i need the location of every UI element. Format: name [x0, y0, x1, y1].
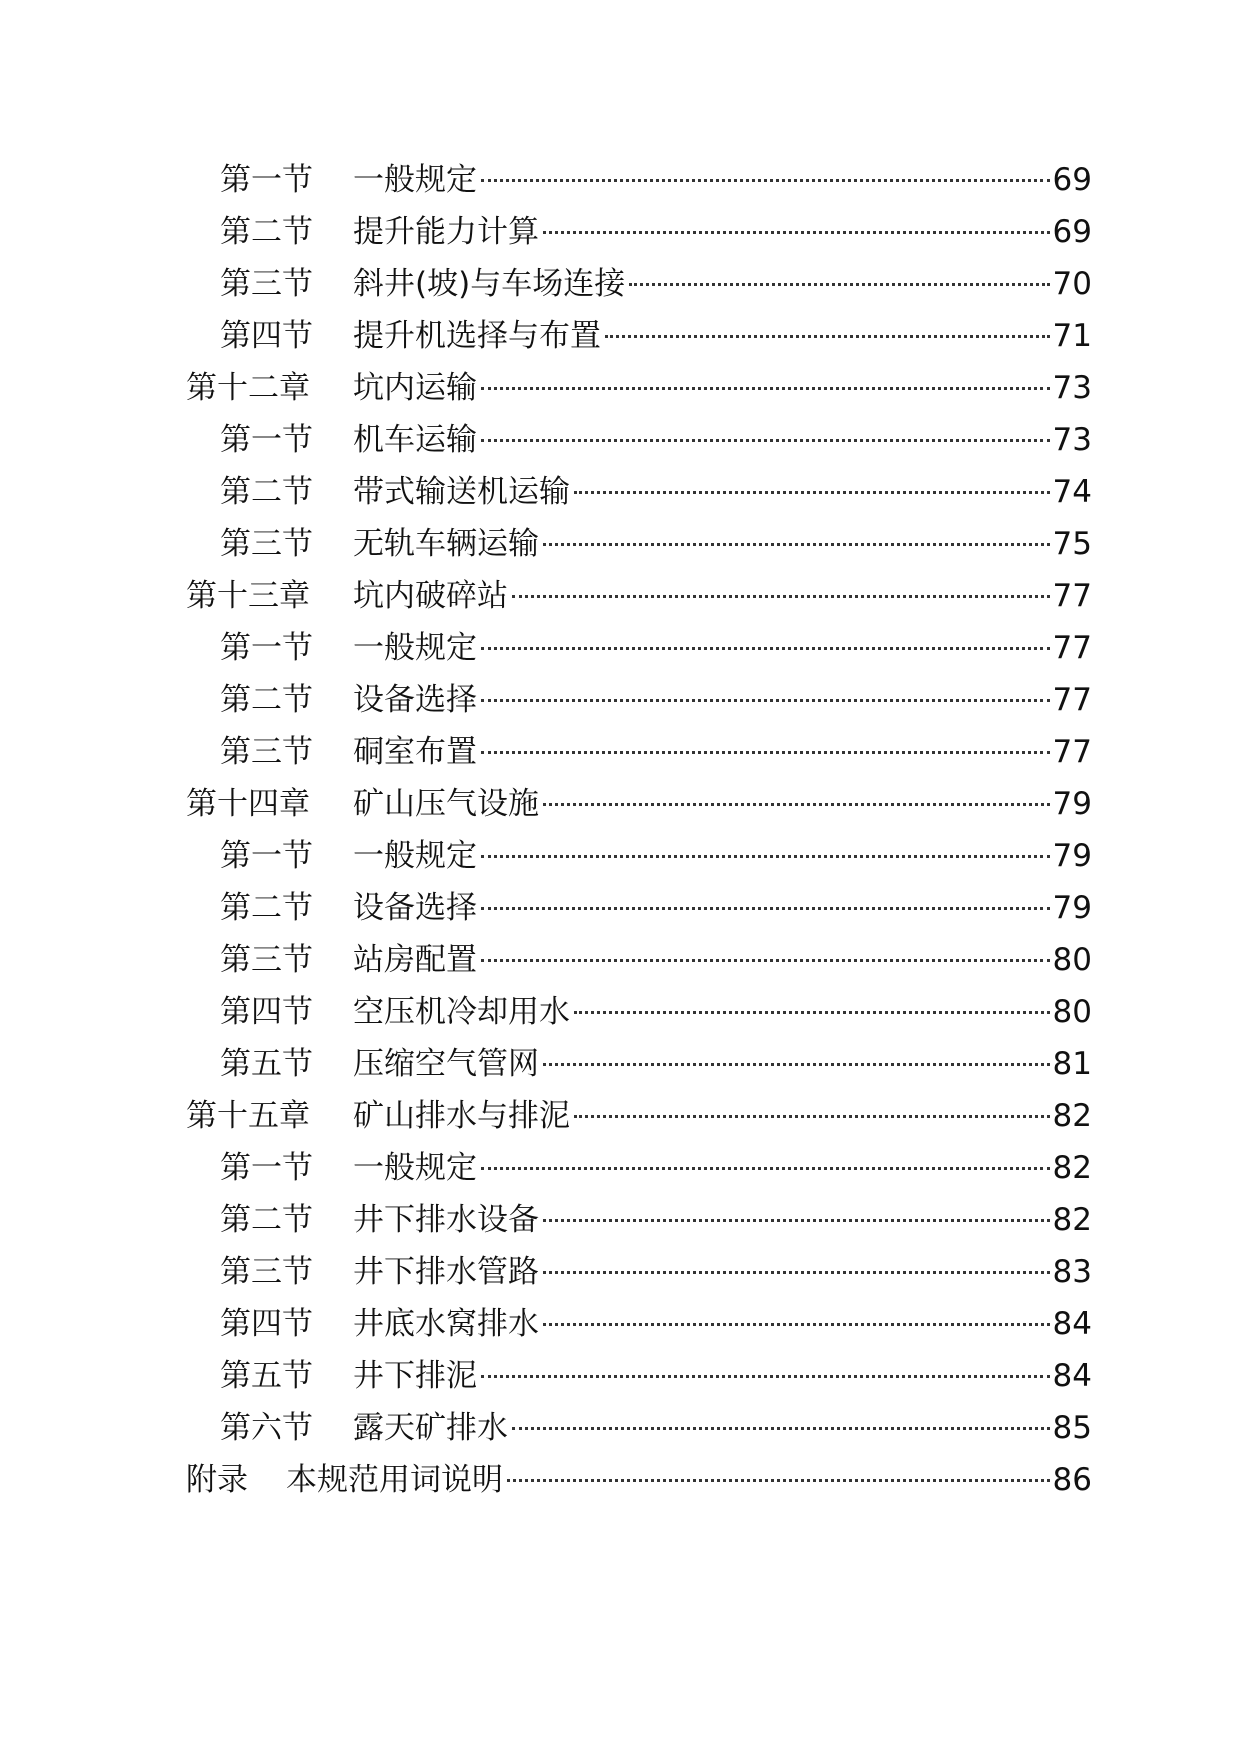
- toc-entry-section-2-belt-conveyor[interactable]: [186, 466, 1092, 518]
- toc-entry-page-number: 77: [1052, 578, 1092, 614]
- toc-entry-section-1-general[interactable]: [186, 830, 1092, 882]
- toc-entry-label: 第一节: [220, 630, 313, 666]
- toc-entry-section-1-general[interactable]: [186, 622, 1092, 674]
- dot-leader: [481, 907, 1050, 910]
- toc-entry-title: 带式输送机运输: [353, 474, 570, 510]
- toc-entry-label: 第四节: [220, 1306, 313, 1342]
- toc-entry-page-number: 80: [1052, 994, 1092, 1030]
- dot-leader: [481, 1167, 1050, 1170]
- toc-entry-title: 坑内运输: [353, 370, 477, 406]
- toc-entry-title: 井下排水设备: [353, 1202, 539, 1238]
- toc-entry-page-number: 82: [1052, 1098, 1092, 1134]
- toc-entry-label: 第十三章: [186, 578, 310, 614]
- toc-entry-label: 第三节: [220, 266, 313, 302]
- dot-leader: [574, 1115, 1050, 1118]
- toc-entry-section-2-equipment-selection[interactable]: [186, 882, 1092, 934]
- toc-entry-section-3-trackless-vehicle[interactable]: [186, 518, 1092, 570]
- dot-leader: [543, 1219, 1050, 1222]
- toc-entry-title: 设备选择: [353, 890, 477, 926]
- toc-entry-title: 井下排水管路: [353, 1254, 539, 1290]
- toc-entry-chapter-13[interactable]: [186, 570, 1092, 622]
- dot-leader: [481, 387, 1050, 390]
- toc-entry-label: 附录: [186, 1462, 248, 1498]
- toc-entry-section-2-equipment-selection[interactable]: [186, 674, 1092, 726]
- toc-entry-page-number: 71: [1052, 318, 1092, 354]
- dot-leader: [543, 803, 1050, 806]
- toc-entry-label: 第五节: [220, 1358, 313, 1394]
- toc-entry-label: 第四节: [220, 318, 313, 354]
- toc-entry-page-number: 74: [1052, 474, 1092, 510]
- toc-entry-title: 空压机冷却用水: [353, 994, 570, 1030]
- toc-entry-label: 第六节: [220, 1410, 313, 1446]
- toc-entry-title: 斜井(坡)与车场连接: [353, 266, 626, 302]
- toc-entry-page-number: 79: [1052, 838, 1092, 874]
- dot-leader: [481, 647, 1050, 650]
- toc-entry-title: 一般规定: [353, 838, 477, 874]
- toc-entry-label: 第二节: [220, 214, 313, 250]
- toc-entry-page-number: 79: [1052, 890, 1092, 926]
- toc-entry-title: 站房配置: [353, 942, 477, 978]
- toc-entry-chapter-14[interactable]: [186, 778, 1092, 830]
- toc-entry-label: 第十二章: [186, 370, 310, 406]
- toc-entry-title: 压缩空气管网: [353, 1046, 539, 1082]
- toc-entry-page-number: 84: [1052, 1358, 1092, 1394]
- toc-entry-label: 第二节: [220, 474, 313, 510]
- toc-entry-chapter-12[interactable]: [186, 362, 1092, 414]
- toc-entry-page-number: 75: [1052, 526, 1092, 562]
- toc-entry-label: 第三节: [220, 526, 313, 562]
- toc-entry-page-number: 69: [1052, 162, 1092, 198]
- toc-entry-section-3-chamber-layout[interactable]: [186, 726, 1092, 778]
- dot-leader: [507, 1479, 1050, 1482]
- toc-entry-title: 矿山排水与排泥: [353, 1098, 570, 1134]
- dot-leader: [543, 231, 1050, 234]
- toc-entry-label: 第二节: [220, 1202, 313, 1238]
- toc-entry-label: 第一节: [220, 422, 313, 458]
- toc-entry-page-number: 77: [1052, 734, 1092, 770]
- toc-entry-title: 井下排泥: [353, 1358, 477, 1394]
- dot-leader: [481, 751, 1050, 754]
- dot-leader: [543, 1063, 1050, 1066]
- toc-entry-title: 硐室布置: [353, 734, 477, 770]
- toc-entry-page-number: 84: [1052, 1306, 1092, 1342]
- toc-entry-page-number: 73: [1052, 422, 1092, 458]
- toc-entry-section-2-drainage-equipment[interactable]: [186, 1194, 1092, 1246]
- toc-entry-section-3-drainage-pipeline[interactable]: [186, 1246, 1092, 1298]
- dot-leader: [574, 491, 1050, 494]
- toc-entry-section-6-open-pit-drainage[interactable]: [186, 1402, 1092, 1454]
- toc-entry-label: 第三节: [220, 734, 313, 770]
- dot-leader: [512, 595, 1050, 598]
- toc-entry-label: 第三节: [220, 942, 313, 978]
- toc-entry-page-number: 85: [1052, 1410, 1092, 1446]
- dot-leader: [543, 1271, 1050, 1274]
- dot-leader: [543, 543, 1050, 546]
- toc-entry-title: 坑内破碎站: [353, 578, 508, 614]
- toc-entry-title: 本规范用词说明: [286, 1462, 503, 1498]
- dot-leader: [481, 699, 1050, 702]
- toc-entry-title: 机车运输: [353, 422, 477, 458]
- toc-entry-label: 第一节: [220, 162, 313, 198]
- toc-entry-title: 井底水窝排水: [353, 1306, 539, 1342]
- toc-entry-label: 第一节: [220, 1150, 313, 1186]
- dot-leader: [543, 1323, 1050, 1326]
- toc-entry-title: 设备选择: [353, 682, 477, 718]
- dot-leader: [481, 1375, 1050, 1378]
- toc-entry-section-1-general[interactable]: [186, 1142, 1092, 1194]
- dot-leader: [629, 283, 1049, 286]
- toc-entry-page-number: 70: [1052, 266, 1092, 302]
- dot-leader: [481, 855, 1050, 858]
- toc-entry-section-1-general[interactable]: [186, 154, 1092, 206]
- toc-entry-chapter-15[interactable]: [186, 1090, 1092, 1142]
- toc-entry-section-2-capacity[interactable]: [186, 206, 1092, 258]
- toc-entry-label: 第二节: [220, 682, 313, 718]
- dot-leader: [605, 335, 1050, 338]
- toc-entry-section-4-cooling-water[interactable]: [186, 986, 1092, 1038]
- toc-entry-page-number: 82: [1052, 1150, 1092, 1186]
- toc-entry-label: 第五节: [220, 1046, 313, 1082]
- toc-entry-appendix[interactable]: [186, 1454, 1092, 1506]
- toc-entry-title: 无轨车辆运输: [353, 526, 539, 562]
- toc-entry-page-number: 79: [1052, 786, 1092, 822]
- dot-leader: [481, 439, 1050, 442]
- toc-entry-page-number: 77: [1052, 682, 1092, 718]
- toc-entry-section-5-compressed-air-network[interactable]: [186, 1038, 1092, 1090]
- toc-entry-page-number: 80: [1052, 942, 1092, 978]
- toc-entry-page-number: 73: [1052, 370, 1092, 406]
- toc-entry-page-number: 86: [1052, 1462, 1092, 1498]
- toc-entry-section-4-hoist-selection[interactable]: [186, 310, 1092, 362]
- toc-entry-section-5-mud-discharge[interactable]: [186, 1350, 1092, 1402]
- toc-entry-page-number: 77: [1052, 630, 1092, 666]
- toc-entry-section-3-station-configuration[interactable]: [186, 934, 1092, 986]
- toc-entry-label: 第二节: [220, 890, 313, 926]
- toc-entry-page-number: 82: [1052, 1202, 1092, 1238]
- toc-entry-section-3-inclined-shaft[interactable]: [186, 258, 1092, 310]
- toc-entry-title: 矿山压气设施: [353, 786, 539, 822]
- toc-entry-title: 一般规定: [353, 630, 477, 666]
- toc-entry-section-4-sump-drainage[interactable]: [186, 1298, 1092, 1350]
- table-of-contents: [186, 154, 1092, 1506]
- dot-leader: [574, 1011, 1050, 1014]
- toc-entry-page-number: 81: [1052, 1046, 1092, 1082]
- toc-entry-label: 第十四章: [186, 786, 310, 822]
- toc-entry-title: 一般规定: [353, 1150, 477, 1186]
- toc-entry-page-number: 83: [1052, 1254, 1092, 1290]
- dot-leader: [481, 179, 1050, 182]
- toc-entry-section-1-locomotive[interactable]: [186, 414, 1092, 466]
- toc-entry-title: 露天矿排水: [353, 1410, 508, 1446]
- dot-leader: [481, 959, 1050, 962]
- toc-entry-title: 一般规定: [353, 162, 477, 198]
- toc-entry-label: 第四节: [220, 994, 313, 1030]
- toc-entry-title: 提升机选择与布置: [353, 318, 601, 354]
- toc-entry-label: 第三节: [220, 1254, 313, 1290]
- dot-leader: [512, 1427, 1050, 1430]
- toc-entry-label: 第十五章: [186, 1098, 310, 1134]
- toc-entry-page-number: 69: [1052, 214, 1092, 250]
- toc-entry-title: 提升能力计算: [353, 214, 539, 250]
- toc-entry-label: 第一节: [220, 838, 313, 874]
